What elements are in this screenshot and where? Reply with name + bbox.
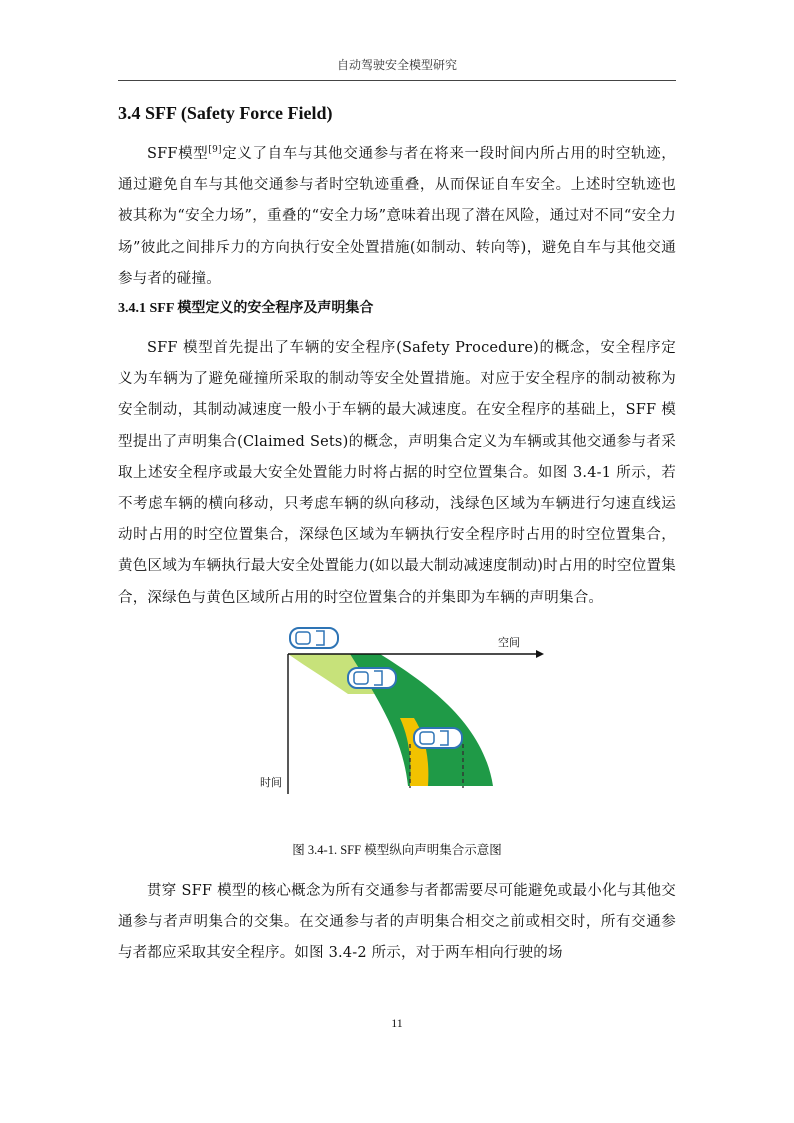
- claimed-set-diagram: [118, 626, 676, 836]
- subsection-paragraph-2: 贯穿 SFF 模型的核心概念为所有交通参与者都需要尽可能避免或最小化与其他交通参与者声明集合的交集。在交通参与者的声明集合相交之前或相交时，所有交通参与者都应采取其安全程序。如图 3.4-2 所示，对于两车相向行驶的场: [118, 882, 676, 962]
- section-paragraph: [118, 139, 676, 295]
- running-header: 自动驾驶安全模型研究: [336, 58, 457, 72]
- figure-3-4-1: [118, 626, 676, 836]
- x-axis-arrow: [536, 650, 544, 658]
- page-content: [118, 98, 676, 969]
- subsection-heading: 3.4.1 SFF 模型定义的安全程序及声明集合: [118, 301, 374, 317]
- paragraph-rest: 定义了自车与其他交通参与者在将来一段时间内所占用的时空轨迹，通过避免自车与其他交通参与者时空轨迹重叠，从而保证自车安全。上述时空轨迹也被其称为“安全力场”，重叠的“安全力场”意味着出现了潜在风险，通过对不同“安全力场”彼此之间排斥力的方向执行安全处置措施(如制动、转向等)，避免自车与其他交通参与者的碰撞。: [118, 146, 676, 287]
- figure-caption: 图 3.4-1. SFF 模型纵向声明集合示意图: [292, 842, 502, 857]
- car-icon: [348, 668, 396, 688]
- citation-ref[interactable]: [9]: [208, 145, 222, 156]
- page-number: 11: [391, 1016, 403, 1030]
- header-rule: [118, 80, 676, 81]
- subsection-paragraph-1: SFF 模型首先提出了车辆的安全程序(Safety Procedure)的概念，安全程序定义为车辆为了避免碰撞所采取的制动等安全处置措施。对应于安全程序的制动被称为安全制动，其制动减速度一般小于车辆的最大减速度。在安全程序的基础上，SFF 模型提出了声明集合(Claimed Sets)的概念，声明集合定义为车辆或其他交通参与者采取上述安全程序或最大安全处置能力时将占据的时空位置集合。如图 3.4-1 所示，若不考虑车辆的横向移动，只考虑车辆的纵向移动，浅绿色区域为车辆进行匀速直线运动时占用的时空位置集合，深绿色区域为车辆执行安全程序时占用的时空位置集合，黄色区域为车辆执行最大安全处置能力(如以最大制动减速度制动)时占用的时空位置集合，深绿色与黄色区域所占用的时空位置集合的并集即为车辆的声明集合。: [118, 340, 676, 606]
- car-icon: [290, 628, 338, 648]
- section-heading: 3.4 SFF (Safety Force Field): [118, 103, 333, 123]
- x-axis-label: 空间: [498, 635, 520, 649]
- y-axis-label: 时间: [260, 775, 282, 789]
- paragraph-start: SFF模型: [147, 146, 209, 162]
- car-icon: [414, 728, 462, 748]
